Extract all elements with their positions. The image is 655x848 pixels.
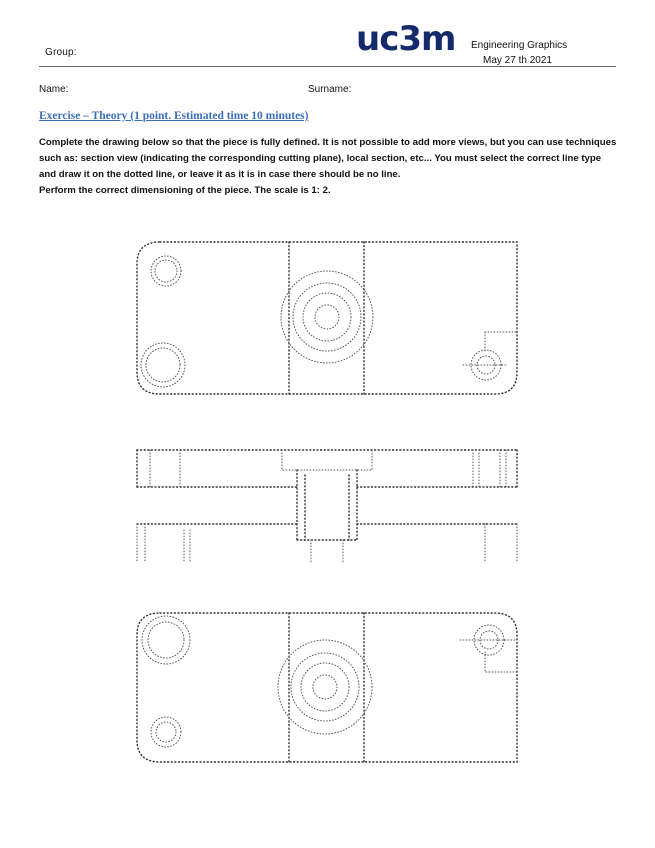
course-title: Engineering Graphics <box>471 40 568 51</box>
surname-label: Surname: <box>308 84 352 95</box>
top-view <box>137 242 517 394</box>
name-label: Name: <box>39 84 69 95</box>
front-view <box>137 450 517 563</box>
bottom-view <box>137 613 517 762</box>
uc3m-logo: uc3m <box>356 19 456 59</box>
instruction-paragraph: Complete the drawing below so that the piece is fully defined. It is not possible to add more views, but you can use techniques such as: section view (indicating the corresponding cutting plane), local section, etc... You must select the correct line type and draw it on the dotted line, or leave it as it is in case there should be no line. <box>39 137 617 180</box>
exercise-title: Exercise – Theory (1 point. Estimated time 10 minutes) <box>39 110 309 122</box>
group-label: Group: <box>45 47 77 58</box>
instruction-paragraph: Perform the correct dimensioning of the piece. The scale is 1: 2. <box>39 185 331 196</box>
exam-date: May 27 th 2021 <box>483 55 552 66</box>
